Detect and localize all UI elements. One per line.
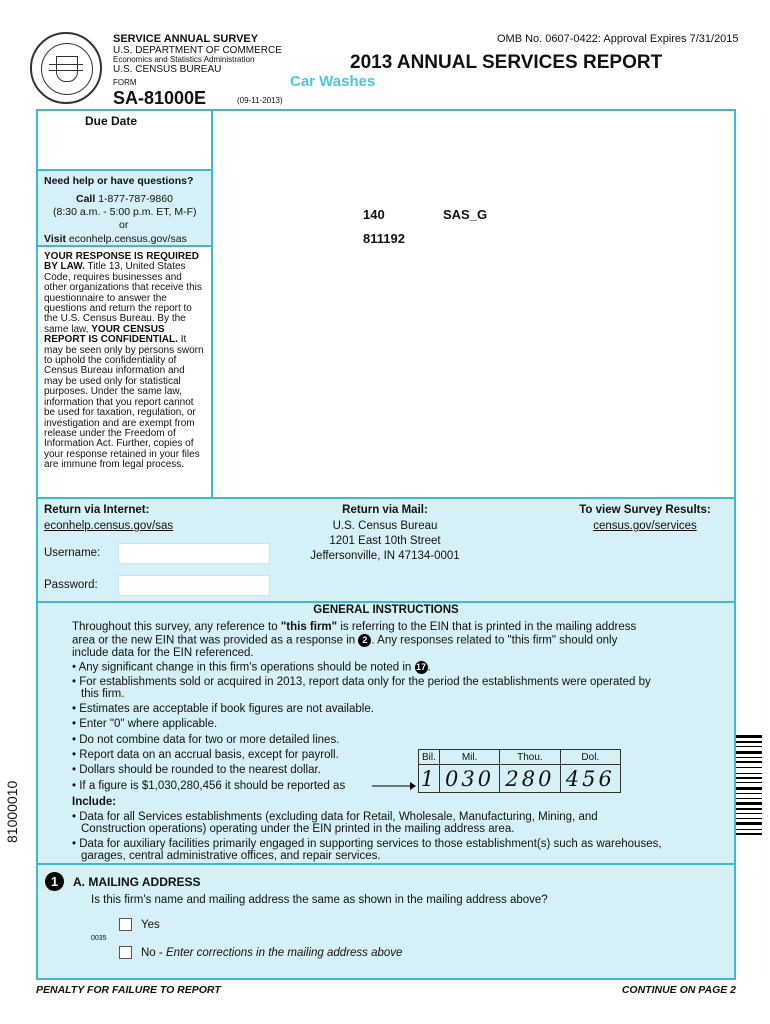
barcode-bar: [736, 741, 762, 743]
no-instruction: Enter corrections in the mailing address above: [165, 947, 403, 959]
bullet-2: • For establishments sold or acquired in 2013, report data only for the period the establishments were operated by: [72, 676, 651, 688]
val-mil: 030: [439, 765, 499, 793]
col-mil: Mil.: [439, 750, 499, 765]
section-1-question: Is this firm's name and mailing address the same as shown in the mailing address above?: [91, 894, 548, 906]
item-code: 0035: [91, 935, 107, 942]
bullet-3: • Estimates are acceptable if book figures are not available.: [72, 703, 374, 715]
no-label: No - Enter corrections in the mailing address above: [141, 947, 403, 959]
industry-name: Car Washes: [290, 73, 376, 90]
barcode-bar: [736, 818, 762, 819]
barcode-bar: [736, 782, 762, 783]
legal-notice-text: YOUR RESPONSE IS REQUIRED BY LAW. Title 13, United States Code, requires businesses and other organizations that receive this questionnaire to answer the questions and return the report to the U.S. Census Bureau. By the same law, YOUR CENSUS REPORT IS CONFIDENTIAL. It may be seen only by persons sworn to uphold the confidentiality of Census Bureau information and may be used only for statistical purposes. Under the same law, information that you report cannot be used for taxation, regulation, or investigation and are exempt from release under the Freedom of Information Act. Further, copies of your response retained in your files are immune from legal process.: [44, 251, 204, 471]
mail-label: Return via Mail:: [342, 504, 428, 516]
item-17-badge: 17: [415, 662, 426, 672]
password-field[interactable]: [118, 575, 270, 596]
footer-continue: CONTINUE ON PAGE 2: [621, 984, 736, 996]
barcode-bar: [736, 777, 762, 779]
col-bil: Bil.: [419, 750, 440, 765]
mailing-code-3: 811192: [363, 231, 405, 246]
bullet-1: • Any significant change in this firm's operations should be noted in 17 .: [72, 661, 431, 674]
internet-label: Return via Internet:: [44, 504, 150, 516]
due-date-box: [36, 109, 213, 171]
mail-line-3: Jeffersonville, IN 47134-0001: [310, 550, 460, 562]
barcode-bar: [736, 751, 762, 754]
val-bil: 1: [419, 765, 440, 793]
help-phone: 1-877-787-9860: [98, 193, 173, 205]
bullet-4: • Enter "0" where applicable.: [72, 718, 218, 730]
help-question: Need help or have questions?: [44, 175, 194, 187]
bullet-2-cont: this firm.: [81, 688, 125, 700]
username-label: Username:: [44, 547, 101, 559]
help-or: or: [119, 219, 129, 231]
omb-number: OMB No. 0607-0422: Approval Expires 7/31/2015: [497, 33, 739, 45]
administration: Economics and Statistics Administration: [113, 55, 255, 64]
census-bureau: U.S. CENSUS BUREAU: [113, 64, 222, 75]
footer-penalty: PENALTY FOR FAILURE TO REPORT: [36, 984, 221, 996]
arrow-right-icon: [370, 780, 416, 792]
include-label: Include:: [72, 796, 117, 808]
barcode-bar: [736, 767, 762, 768]
val-dol: 456: [560, 765, 620, 793]
barcode-bar: [736, 761, 762, 763]
bullet-7: • Dollars should be rounded to the nearest dollar.: [72, 764, 321, 776]
barcode-bar: [736, 746, 762, 747]
section-1-title: A. MAILING ADDRESS: [73, 875, 201, 889]
department: U.S. DEPARTMENT OF COMMERCE: [113, 45, 282, 56]
form-label: FORM: [113, 78, 137, 87]
internet-link[interactable]: econhelp.census.gov/sas: [44, 520, 174, 532]
commerce-seal-icon: [30, 32, 102, 104]
col-dol: Dol.: [560, 750, 620, 765]
include-1: • Data for all Services establishments (excluding data for Retail, Wholesale, Manufacturing, Mining, and: [72, 811, 598, 823]
form-date: (09-11-2013): [237, 96, 283, 105]
report-title: 2013 ANNUAL SERVICES REPORT: [350, 52, 663, 73]
intro-line-3: include data for the EIN referenced.: [72, 647, 254, 659]
barcode-bar: [736, 833, 762, 835]
barcode-bar: [736, 787, 762, 790]
mailing-address-area: [212, 109, 736, 499]
general-instructions-title: GENERAL INSTRUCTIONS: [313, 604, 459, 616]
example-figure-table: [418, 749, 621, 793]
side-form-code: 81000010: [4, 780, 20, 843]
include-1-cont: Construction operations) operating under the EIN printed in the mailing address area.: [81, 823, 515, 835]
barcode-bar: [736, 735, 762, 738]
include-2-cont: garages, central administrative offices, and repair services.: [81, 850, 381, 862]
barcode-bar: [736, 798, 762, 799]
results-link[interactable]: census.gov/services: [593, 520, 697, 532]
col-thou: Thou.: [500, 750, 560, 765]
section-1-badge: 1: [45, 872, 64, 891]
barcode-bar: [736, 793, 762, 794]
barcode-bar: [736, 822, 762, 825]
val-thou: 280: [500, 765, 560, 793]
yes-label: Yes: [141, 919, 160, 931]
bullet-8: • If a figure is $1,030,280,456 it should be reported as: [72, 780, 346, 792]
username-field[interactable]: [118, 543, 270, 564]
barcode-bar: [736, 773, 762, 774]
form-number: SA-81000E: [113, 88, 207, 108]
intro-line-2: area or the new EIN that was provided as a response in 2 . Any responses related to "this firm" should only: [72, 634, 618, 647]
barcode-bar: [736, 813, 762, 814]
barcode-icon: [736, 735, 762, 885]
yes-checkbox[interactable]: [119, 918, 132, 931]
results-label: To view Survey Results:: [579, 504, 711, 516]
due-date-label: Due Date: [85, 114, 138, 128]
barcode-bar: [736, 802, 762, 805]
intro-line-1: Throughout this survey, any reference to "this firm" is referring to the EIN that is printed in the mailing address: [72, 621, 637, 633]
barcode-bar: [736, 757, 762, 758]
survey-name: SERVICE ANNUAL SURVEY: [113, 33, 259, 45]
include-2: • Data for auxiliary facilities primarily engaged in supporting services to those establishment(s) such as warehouses,: [72, 838, 662, 850]
password-label: Password:: [44, 579, 98, 591]
help-visit-link[interactable]: econhelp.census.gov/sas: [68, 233, 187, 245]
help-visit: Visit econhelp.census.gov/sas: [44, 233, 187, 245]
barcode-bar: [736, 829, 762, 830]
bullet-5: • Do not combine data for two or more detailed lines.: [72, 734, 340, 746]
help-call: Call 1-877-787-9860: [76, 193, 173, 205]
mailing-code-2: SAS_G: [443, 207, 488, 222]
mailing-code-1: 140: [363, 207, 385, 222]
mail-line-1: U.S. Census Bureau: [332, 520, 438, 532]
item-2-badge: 2: [358, 634, 371, 647]
help-hours: (8:30 a.m. - 5:00 p.m. ET, M-F): [53, 206, 197, 218]
no-checkbox[interactable]: [119, 946, 132, 959]
mail-line-2: 1201 East 10th Street: [329, 535, 441, 547]
barcode-bar: [736, 808, 762, 810]
bullet-6: • Report data on an accrual basis, except for payroll.: [72, 749, 339, 761]
